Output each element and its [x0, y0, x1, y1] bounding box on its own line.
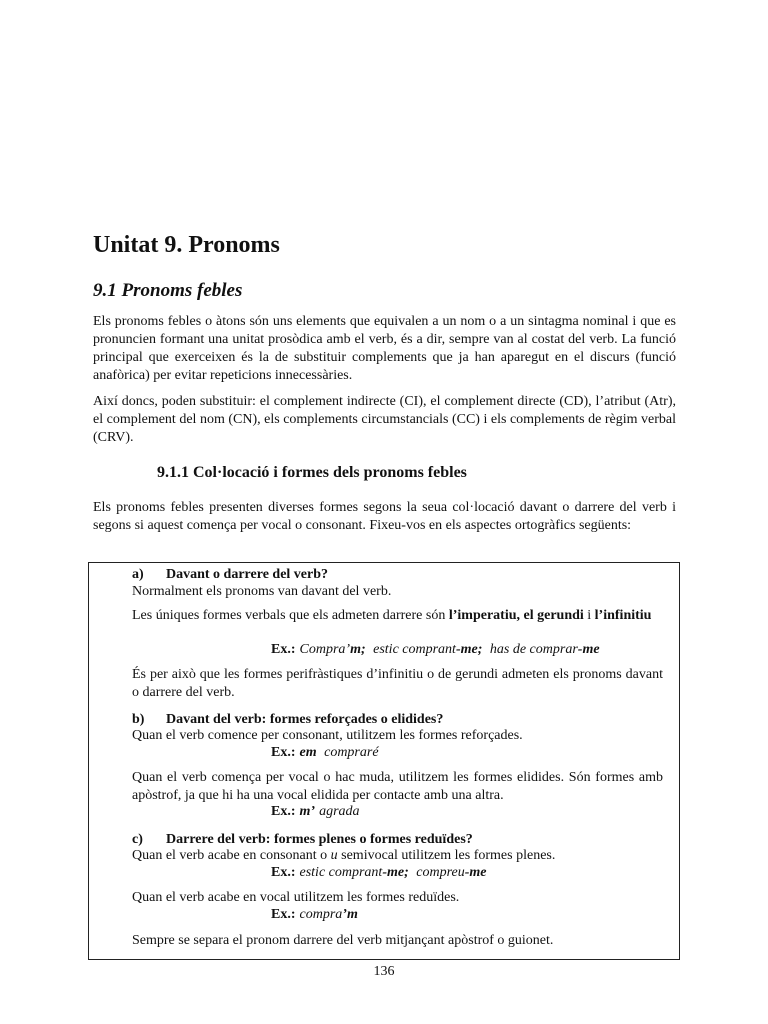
rule-c-line-3: Sempre se separa el pronom darrere del verb mitjançant apòstrof o guionet. [132, 933, 554, 948]
rule-c-line-1 [132, 847, 663, 865]
rule-a-letter: a) [132, 567, 144, 582]
rule-c-text: semivocal utilitzem les formes plenes. [337, 848, 556, 863]
example-label: Ex.: [271, 642, 296, 657]
example-label: Ex.: [271, 804, 296, 819]
rule-c-example-2 [271, 906, 362, 924]
rule-b-heading: Davant del verb: formes reforçades o elidides? [166, 712, 444, 727]
example-pronoun: m; [350, 642, 366, 657]
example-pronoun: em [299, 745, 317, 760]
example-text: estic comprant [369, 642, 456, 657]
example-text: estic comprant [299, 865, 383, 880]
rule-a-example [271, 641, 604, 659]
rule-a-title [132, 566, 663, 584]
example-pronoun: m’ [299, 804, 316, 819]
rule-b-example-1 [271, 744, 379, 762]
rule-a-line-3: És per això que les formes perifràstiques d’infinitiu o de gerundi admeten els pronoms davant o darrere del verb. [132, 667, 663, 700]
subsection-title: 9.1.1 Col·locació i formes dels pronoms febles [157, 464, 467, 481]
rule-c-heading: Darrere del verb: formes plenes o formes reduïdes? [166, 832, 473, 847]
rule-b-letter: b) [132, 712, 145, 727]
rule-a-line-1: Normalment els pronoms van davant del verb. [132, 584, 392, 599]
rule-b-line-2: Quan el verb comença per vocal o hac muda, utilitzem les formes elidides. Són formes amb apòstrof, ja que hi ha una vocal elidida per contacte amb una altra. [132, 770, 663, 803]
example-label: Ex.: [271, 865, 296, 880]
example-pronoun: -me; [455, 642, 483, 657]
example-text: has de comprar [486, 642, 578, 657]
example-label: Ex.: [271, 907, 296, 922]
subsection-paragraph: Els pronoms febles presenten diverses formes segons la seua col·locació davant o darrere del verb i segons si aquest comença per vocal o consonant. Fixeu-vos en els aspectes ortogràfics següents: [93, 500, 676, 533]
intro-paragraph-2: Així doncs, poden substituir: el complement indirecte (CI), el complement directe (CD), l’atribut (Atr), el complement del nom (CN), els complements circumstancials (CC) i els complements de règim verbal (CRV). [93, 394, 676, 445]
rule-c-example-1 [271, 864, 491, 882]
unit-title: Unitat 9. Pronoms [93, 232, 280, 258]
rule-a-emphasis: l’imperatiu, el gerundi [448, 608, 584, 623]
rule-a-text: Les úniques formes verbals que els admeten darrere són [132, 608, 449, 623]
rule-c-line-2: Quan el verb acabe en vocal utilitzem les formes reduïdes. [132, 890, 460, 905]
rule-b-line-1: Quan el verb comence per consonant, utilitzem les formes reforçades. [132, 728, 523, 743]
example-text: Compra’ [299, 642, 351, 657]
example-pronoun: -me; [382, 865, 409, 880]
rule-a-heading: Davant o darrere del verb? [166, 567, 329, 582]
rule-a-emphasis: l’infinitiu [594, 608, 652, 623]
example-pronoun: -me [577, 642, 600, 657]
example-text: compra [299, 907, 343, 922]
rule-a-text: i [583, 608, 595, 623]
rule-c-text: Quan el verb acabe en consonant o [132, 848, 331, 863]
example-pronoun: ’m [342, 907, 358, 922]
rule-c-italic: u [330, 848, 338, 863]
example-pronoun: -me [464, 865, 487, 880]
rule-c-letter: c) [132, 832, 143, 847]
rule-b-example-2 [271, 803, 360, 821]
rule-a-line-2 [132, 607, 663, 625]
example-label: Ex.: [271, 745, 296, 760]
example-text: compreu [412, 865, 465, 880]
example-text: compraré [320, 745, 379, 760]
example-text: agrada [319, 804, 360, 819]
page-number: 136 [373, 964, 395, 979]
section-title: 9.1 Pronoms febles [93, 280, 243, 301]
intro-paragraph-1: Els pronoms febles o àtons són uns elements que equivalen a un nom o a un sintagma nominal i que es pronuncien formant una unitat prosòdica amb el verb, és a dir, sempre van al costat del verb. La funció principal que exerceixen és la de substituir complements que ja han aparegut en el discurs (funció anafòrica) per evitar repeticions innecessàries. [93, 314, 676, 383]
